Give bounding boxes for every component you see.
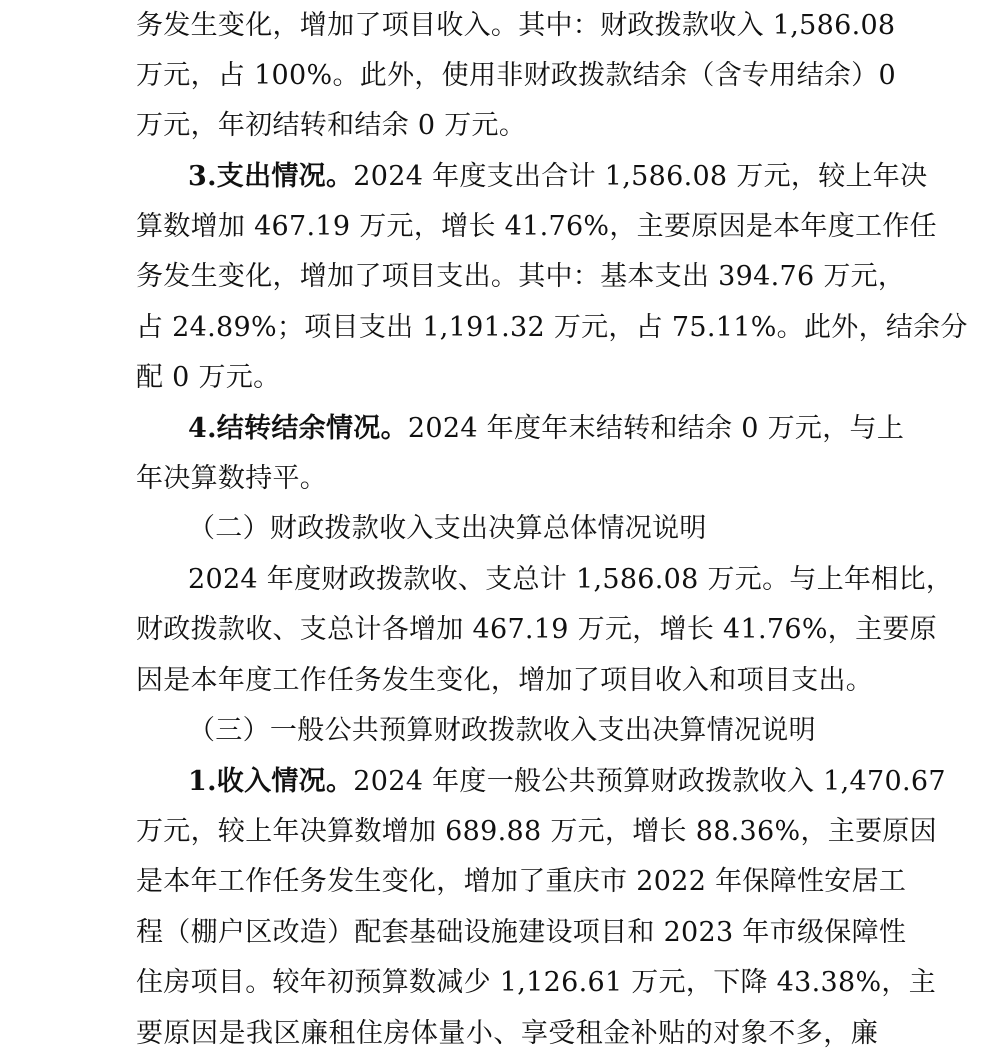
paragraph-line: 占 24.89%；项目支出 1,191.32 万元，占 75.11%。此外，结余分 bbox=[136, 312, 968, 343]
paragraph-text: 2024 年度年末结转和结余 0 万元，与上 bbox=[407, 413, 905, 444]
paragraph-line: 万元，年初结转和结余 0 万元。 bbox=[136, 110, 527, 141]
subsection-heading: （二）财政拨款收入支出决算总体情况说明 bbox=[188, 513, 707, 544]
paragraph-text: 2024 年度支出合计 1,586.08 万元，较上年决 bbox=[353, 161, 928, 192]
expenditure-paragraph-line bbox=[188, 157, 928, 197]
paragraph-line: 是本年工作任务发生变化，增加了重庆市 2022 年保障性安居工 bbox=[136, 866, 907, 897]
carryover-paragraph-line bbox=[188, 409, 905, 449]
paragraph-line: 财政拨款收、支总计各增加 467.19 万元，增长 41.76%，主要原 bbox=[136, 614, 937, 645]
paragraph-line: 万元，较上年决算数增加 689.88 万元，增长 88.36%，主要原因 bbox=[136, 816, 937, 847]
paragraph-line: 住房项目。较年初预算数减少 1,126.61 万元，下降 43.38%，主 bbox=[136, 967, 937, 998]
paragraph-line: 务发生变化，增加了项目收入。其中：财政拨款收入 1,586.08 bbox=[136, 10, 896, 41]
paragraph-line: 算数增加 467.19 万元，增长 41.76%，主要原因是本年度工作任 bbox=[136, 211, 937, 242]
income-paragraph-line bbox=[188, 762, 946, 802]
paragraph-line: 程（棚户区改造）配套基础设施建设项目和 2023 年市级保障性 bbox=[136, 917, 907, 948]
paragraph-line: 因是本年度工作任务发生变化，增加了项目收入和项目支出。 bbox=[136, 665, 874, 696]
paragraph-line: 要原因是我区廉租住房体量小、享受租金补贴的对象不多，廉 bbox=[136, 1018, 878, 1049]
paragraph-line: 万元，占 100%。此外，使用非财政拨款结余（含专用结余）0 bbox=[136, 60, 896, 91]
subsection-heading: （三）一般公共预算财政拨款收入支出决算情况说明 bbox=[188, 715, 816, 746]
paragraph-line: 2024 年度财政拨款收、支总计 1,586.08 万元。与上年相比， bbox=[188, 564, 954, 595]
section-heading: 4.结转结余情况。 bbox=[188, 413, 408, 444]
section-heading: 3.支出情况。 bbox=[188, 161, 354, 192]
section-heading: 1.收入情况。 bbox=[188, 766, 354, 797]
paragraph-line: 配 0 万元。 bbox=[136, 362, 281, 393]
paragraph-line: 务发生变化，增加了项目支出。其中：基本支出 394.76 万元， bbox=[136, 261, 906, 292]
paragraph-text: 2024 年度一般公共预算财政拨款收入 1,470.67 bbox=[353, 766, 946, 797]
paragraph-line: 年决算数持平。 bbox=[136, 463, 328, 494]
